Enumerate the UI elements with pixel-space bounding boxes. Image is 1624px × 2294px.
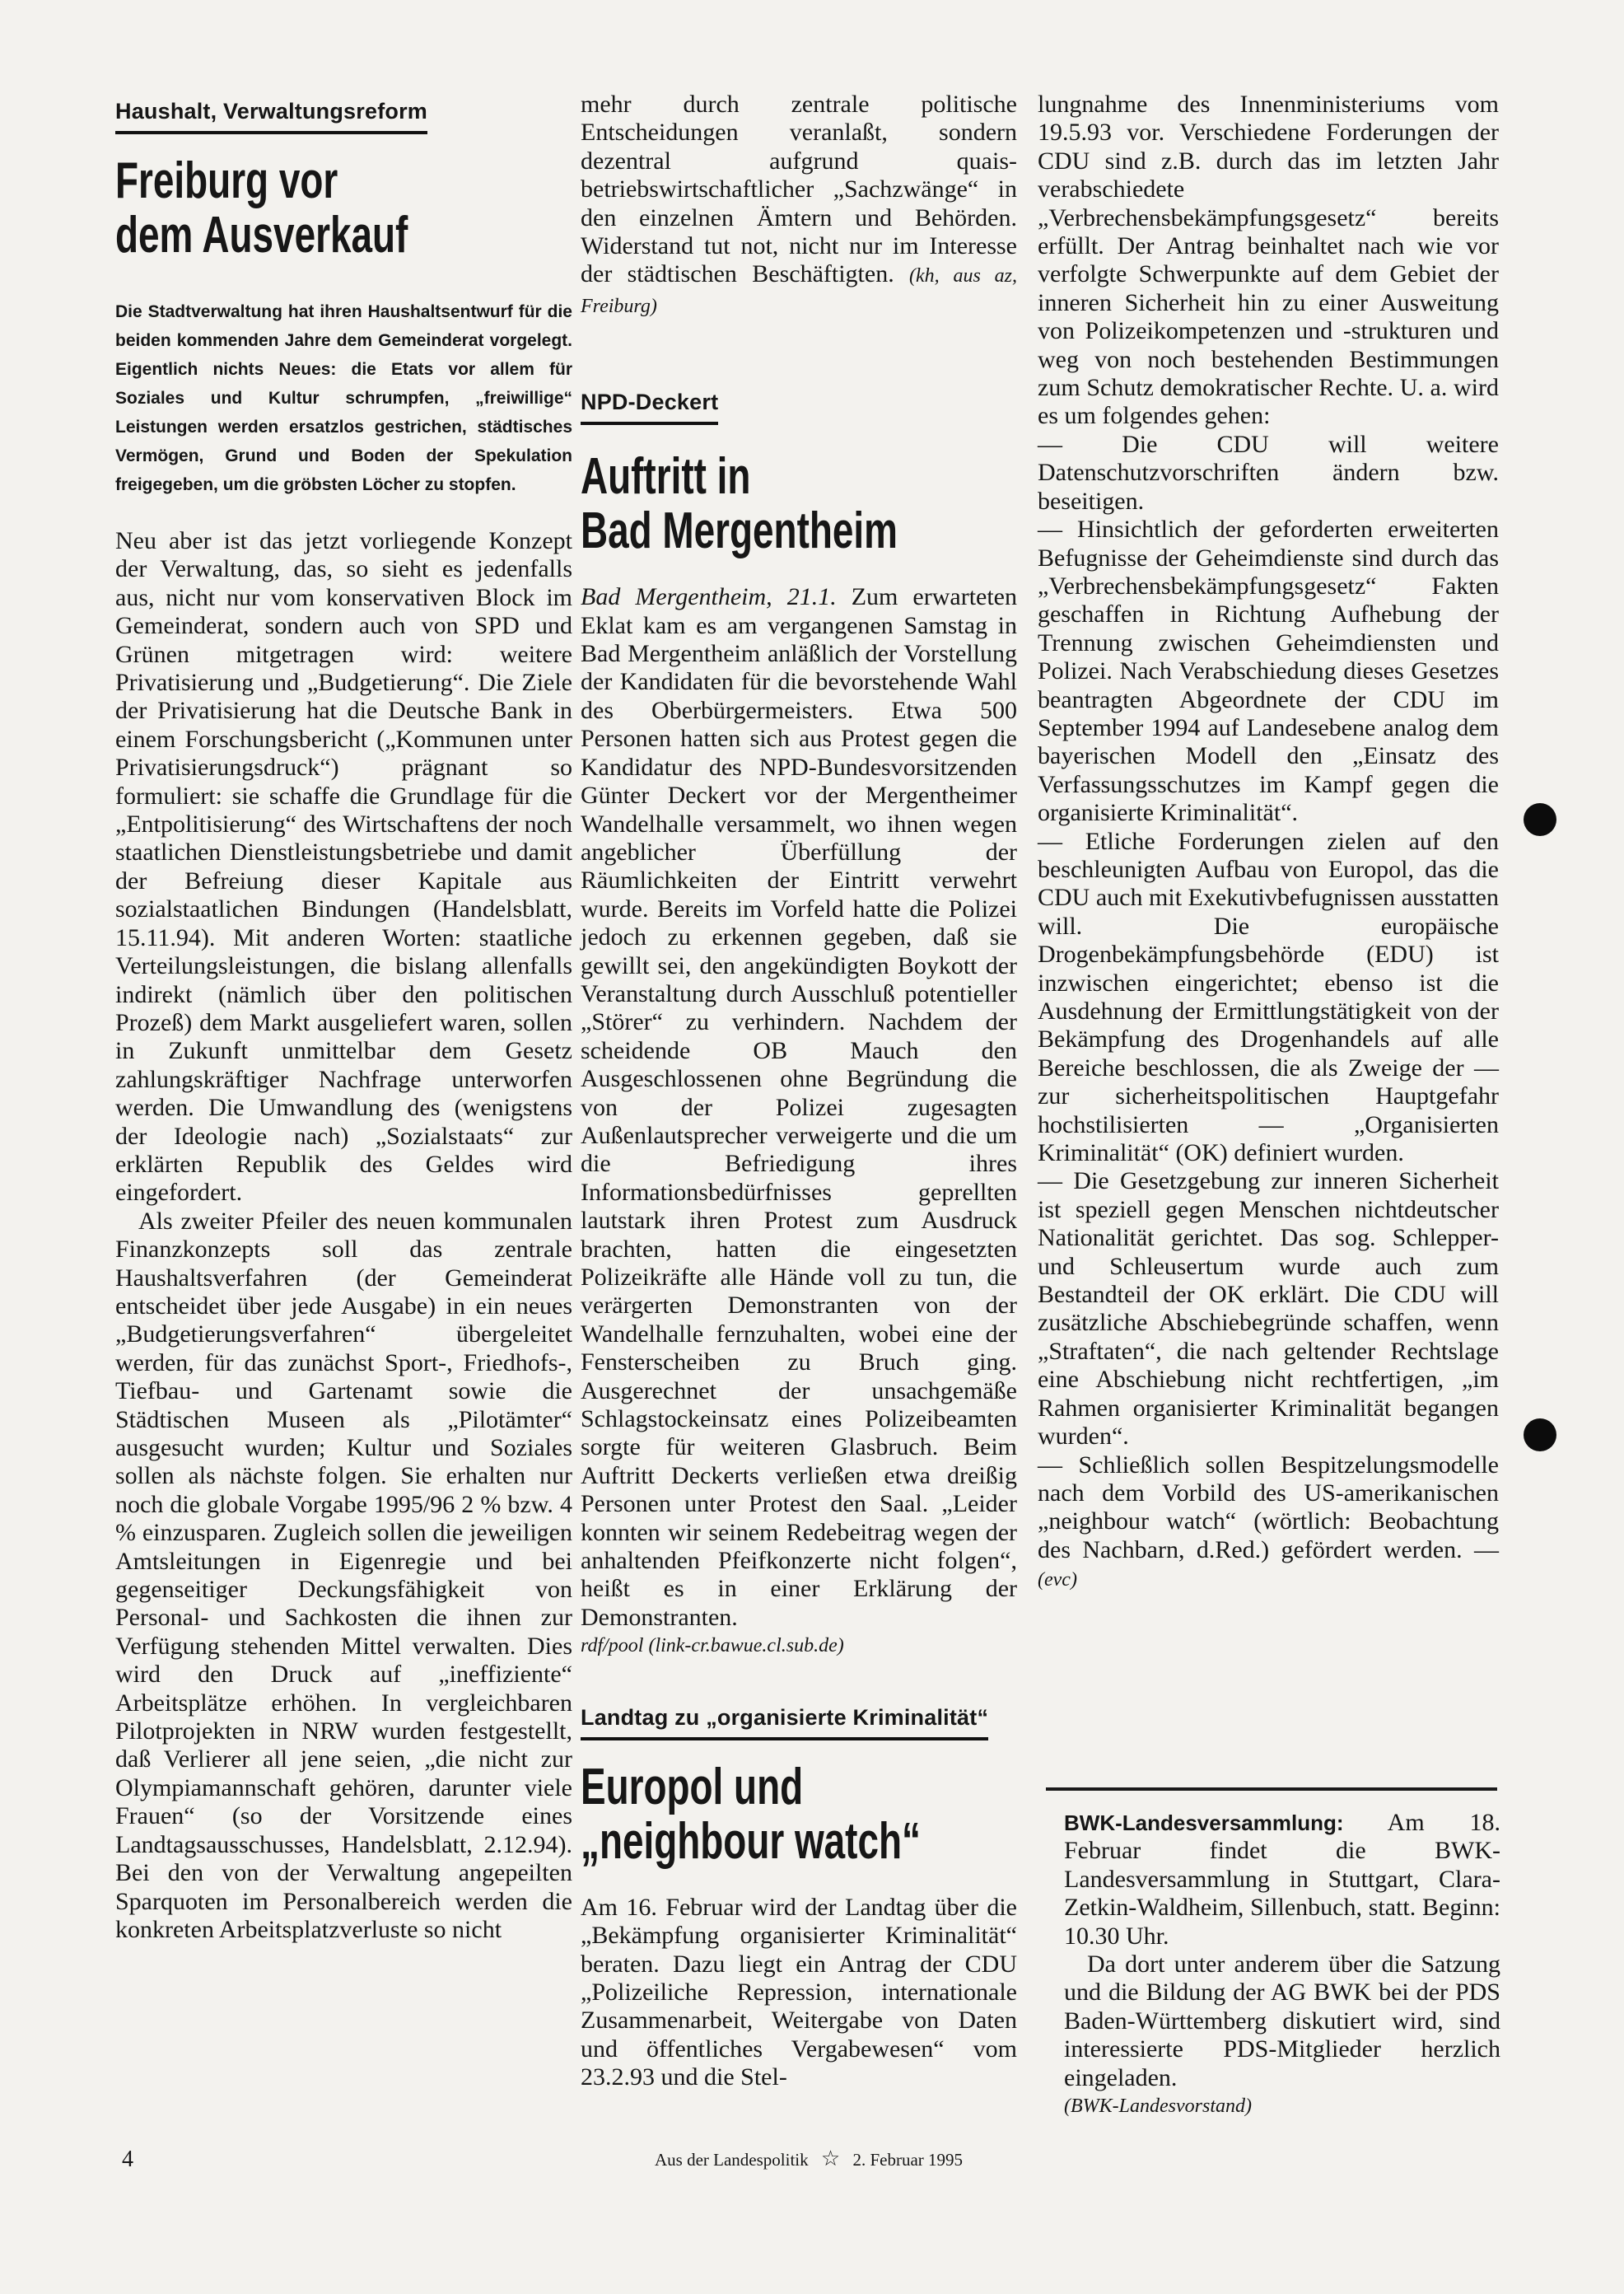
paragraph [581,91,1017,320]
notice-divider [1046,1787,1497,1791]
article-lead: Die Stadtverwaltung hat ihren Haushaltsentwurf für die beiden kommenden Jahre dem Gemeinderat vorgelegt. Eigentlich nichts Neues: die Etats vor allem für Soziales und Kultur schrumpfen, „freiwillige“ Leistungen werden ersatzlos gestrichen, städtisches Vermögen, Grund und Boden der Spekulation freigegeben, um die gröbsten Löcher zu stopfen. [115,302,572,494]
paragraph: Da dort unter anderem über die Satzung und die Bildung der AG BWK bei der PDS Baden-Württemberg diskutiert wird, sind interessierte PDS-Mitglieder herzlich eingeladen. [1064,1951,1500,2091]
paragraph [1064,1809,1500,1951]
paragraph-text: Zum erwarteten Eklat kam es am vergangenen Samstag in Bad Mergentheim anläßlich der Vorstellung der Kandidaten für die bevorstehende Wahl des Oberbürgermeisters. Etwa 500 Personen hatten sich aus Protest gegen die Kandidatur des NPD-Bundesvorsitzenden Günter Deckert vor der Mergentheimer Wandelhalle versammelt, wo ihnen wegen angeblicher Überfüllung der Räumlichkeiten der Eintritt verwehrt wurde. Bereits im Vorfeld hatte die Polizei jedoch zu erkennen gegeben, daß sie gewillt sei, den angekündigten Boykott der Veranstaltung durch Ausschluß potentieller „Störer“ zu verhindern. Nachdem der scheidende OB Mauch den Ausgeschlossenen ohne Begründung die von der Polizei zugesagten Außenlautsprecher verweigerte und die um die Befriedigung ihres Informationsbedürfnisses geprellten lautstark ihren Protest zum Ausdruck brachten, hatten die eingesetzten Polizeikräfte alle Hände voll zu tun, die verärgerten Demonstranten von der Wandelhalle fernzuhalten, wobei eine der Fensterscheiben zu Bruch ging. Ausgerechnet der unsachgemäße Schlagstockeinsatz eines Polizeibeamten sorgte für weiteren Glasbruch. Beim Auftritt Deckerts verließen etwa dreißig Personen unter Protest den Saal. „Leider konnten wir seinem Redebeitrag wegen der anhaltenden Pfeifkonzerte nicht folgen“, heißt es in einer Erklärung der Demonstranten. [581,583,1017,1631]
article-headline [581,450,1033,558]
headline-line-1: Freiburg vor [115,152,338,209]
headline-line-2: „neighbour watch“ [581,1812,921,1870]
punch-hole-top [1524,803,1556,836]
publication-name: Aus der Landespolitik [655,2150,809,2170]
article-europol [581,1705,1017,2092]
section-kicker: Haushalt, Verwaltungsreform [115,99,427,134]
section-kicker: Landtag zu „organisierte Kriminalität“ [581,1705,988,1740]
paragraph: Neu aber ist das jetzt vorliegende Konzept der Verwaltung, das, so sieht es jedenfalls aus, nicht nur vom konservativen Block im Gemeinderat, sondern auch von SPD und Grünen mitgetragen wird: weitere Privatisierung und „Budgetierung“. Die Ziele der Privatisierung hat die Deutsche Bank in einem Forschungsbericht („Kommunen unter Privatisierungsdruck“) prägnant so formuliert: sie schaffe die Grundlage für die „Entpolitisierung“ des Wirtschaftens der noch staatlichen Dienstleistungsbetriebe und damit der Befreiung dieser Kapitale aus sozialstaatlichen Bindungen (Handelsblatt, 15.11.94). Mit anderen Worten: staatliche Verteilungsleistungen, die bislang allenfalls indirekt (nämlich über den politischen Prozeß) dem Markt ausgeliefert waren, sollen in Zukunft unmittelbar dem Gesetz zahlungskräftiger Nachfrage unterworfen werden. Die Umwandlung des (wenigstens der Ideologie nach) „Sozialstaats“ zur erklärten Republik des Geldes wird eingefordert. [115,527,572,1207]
article-europol-continued [1038,91,1499,1595]
notice-box [1064,1809,1500,2120]
article-body [115,527,572,1944]
paragraph-text: — Schließlich sollen Bespitzelungsmodelle nach dem Vorbild des US-amerikanischen „neighbour watch“ (wörtlich: Beobachtung des Nachbarn, d.Red.) gefördert werden. — [1038,1451,1499,1563]
paragraph: — Die CDU will weitere Datenschutzvorschriften ändern bzw. beseitigen. [1038,430,1499,515]
paragraph: — Die Gesetzgebung zur inneren Sicherheit ist speziell gegen Menschen nichtdeutscher Nationalität gerichtet. Das sog. Schlepper- und Schleusertum wurde auch zum Bestandteil der OK erklärt. Die CDU will zusätzliche Abschiebegründe schaffen, wenn „Straftaten“, die nach geltender Rechtslage eine Abschiebung nicht rechtfertigen, „im Rahmen organisierter Kriminalität begangen wurden“. [1038,1167,1499,1451]
paragraph: — Hinsichtlich der geforderten erweiterten Befugnisse der Geheimdienste sind durch das „Verbrechensbekämpfungsgesetz“ Fakten geschaffen in Richtung Aufhebung der Trennung zwischen Geheimdiensten und Polizei. Nach Verabschiedung dieses Gesetzes beantragten Abgeordnete der CDU im September 1994 auf Landesebene analog dem bayerischen Modell den „Einsatz des Verfassungsschutzes im Kampf gegen die organisierte Kriminalität“. [1038,516,1499,827]
column-1 [115,99,572,1944]
article-mergentheim [581,390,1017,1660]
section-kicker: NPD-Deckert [581,390,718,425]
page-number: 4 [122,2147,133,2172]
paragraph: lungnahme des Innenministeriums vom 19.5.93 vor. Verschiedene Forderungen der CDU sind z.B. durch das im letzten Jahr verabschiedete „Verbrechensbekämpfungsgesetz“ bereits erfüllt. Der Antrag beinhaltet nach wie vor verfolgte Schwerpunkte auf dem Gebiet der inneren Sicherheit hin zu einer Ausweitung von Polizeikompetenzen und -strukturen und weg von noch bestehenden Bestimmungen zum Schutz demokratischer Rechte. U. a. wird es um folgendes gehen: [1038,91,1499,430]
column-3 [1038,91,1499,1595]
article-body [581,583,1017,1660]
article-headline [581,1760,1033,1869]
footer-line [655,2147,963,2171]
star-icon: ☆ [820,2147,841,2170]
article-freiburg-continued [581,91,1017,320]
publication-date: 2. Februar 1995 [852,2150,964,2170]
author-signature: rdf/pool (link-cr.bawue.cl.sub.de) [581,1635,844,1657]
headline-line-1: Europol und [581,1758,804,1815]
notice-label: BWK-Landesversammlung: [1064,1810,1344,1835]
article-freiburg [115,99,572,1944]
article-body [581,1894,1017,2092]
article-headline [115,154,589,263]
paragraph [1038,1451,1499,1595]
headline-line-2: Bad Mergentheim [581,502,898,560]
paragraph [581,583,1017,1632]
headline-line-2: dem Ausverkauf [115,207,408,264]
paragraph-text: mehr durch zentrale politische Entscheidungen veranlaßt, sondern dezentral aufgrund quais-betriebswirtschaftlicher „Sachzwänge“ in den einzelnen Ämtern und Behörden. Widerstand tut not, nicht nur im Interesse der städtischen Beschäftigten. [581,91,1017,288]
author-signature: (evc) [1038,1569,1077,1591]
dateline: Bad Mergentheim, 21.1. [581,583,837,611]
headline-line-1: Auftritt in [581,448,751,506]
column-2 [581,91,1017,2092]
paragraph: — Etliche Forderungen zielen auf den beschleunigten Aufbau von Europol, das die CDU auch mit Exekutivbefugnissen ausstatten will. Die europäische Drogenbekämpfungsbehörde (EDU) ist inzwischen eingerichtet; ebenso ist die Ausdehnung der Ermittlungstätigkeit von der Bekämpfung des Drogenhandels auf alle Bereiche beschlossen, die als Zweige der — zur sicherheitspolitischen Hauptgefahr hochstilisierten — „Organisierten Kriminalität“ (OK) definiert wurden. [1038,827,1499,1167]
author-signature: (kh, aus az, Freiburg) [581,265,1017,317]
punch-hole-bottom [1524,1418,1556,1451]
author-signature: (BWK-Landesvorstand) [1064,2095,1252,2118]
paragraph: Am 16. Februar wird der Landtag über die „Bekämpfung organisierter Kriminalität“ beraten. Dazu liegt ein Antrag der CDU „Polizeiliche Repression, internationale Zusammenarbeit, Weitergabe von Daten und öffentliches Vergabewesen“ vom 23.2.93 und die Stel- [581,1893,1017,2091]
paragraph: Als zweiter Pfeiler des neuen kommunalen Finanzkonzepts soll das zentrale Haushaltsverfahren (der Gemeinderat entscheidet über jede Ausgabe) in ein neues „Budgetierungsverfahren“ übergeleitet werden, für das zunächst Sport-, Friedhofs-, Tiefbau- und Gartenamt sowie die Städtischen Museen als „Pilotämter“ ausgesucht wurden; Kultur und Soziales sollen als nächste folgen. Sie erhalten nur noch die globale Vorgabe 1995/96 2 % bzw. 4 % einzusparen. Zugleich sollen die jeweiligen Amtsleitungen in Eigenregie und bei gegenseitiger Deckungsfähigkeit von Personal- und Sachkosten die ihnen zur Verfügung stehenden Mittel verwalten. Dies wird den Druck auf „ineffiziente“ Arbeitsplätze erhöhen. In vergleichbaren Pilotprojekten in NRW wurden festgestellt, daß Verlierer all jene seien, „die nicht zur Olympiamannschaft gehören, darunter viele Frauen“ (so der Vorsitzende eines Landtagsausschusses, Handelsblatt, 2.12.94). Bei den von der Verwaltung angepeilten Sparquoten im Personalbereich werden die konkreten Arbeitsplatzverluste so nicht [115,1207,572,1943]
paragraph-text: Am 18. Februar findet die BWK-Landesversammlung in Stuttgart, Clara-Zetkin-Waldheim, Sillenbuch, statt. Beginn: 10.30 Uhr. [1064,1809,1500,1950]
